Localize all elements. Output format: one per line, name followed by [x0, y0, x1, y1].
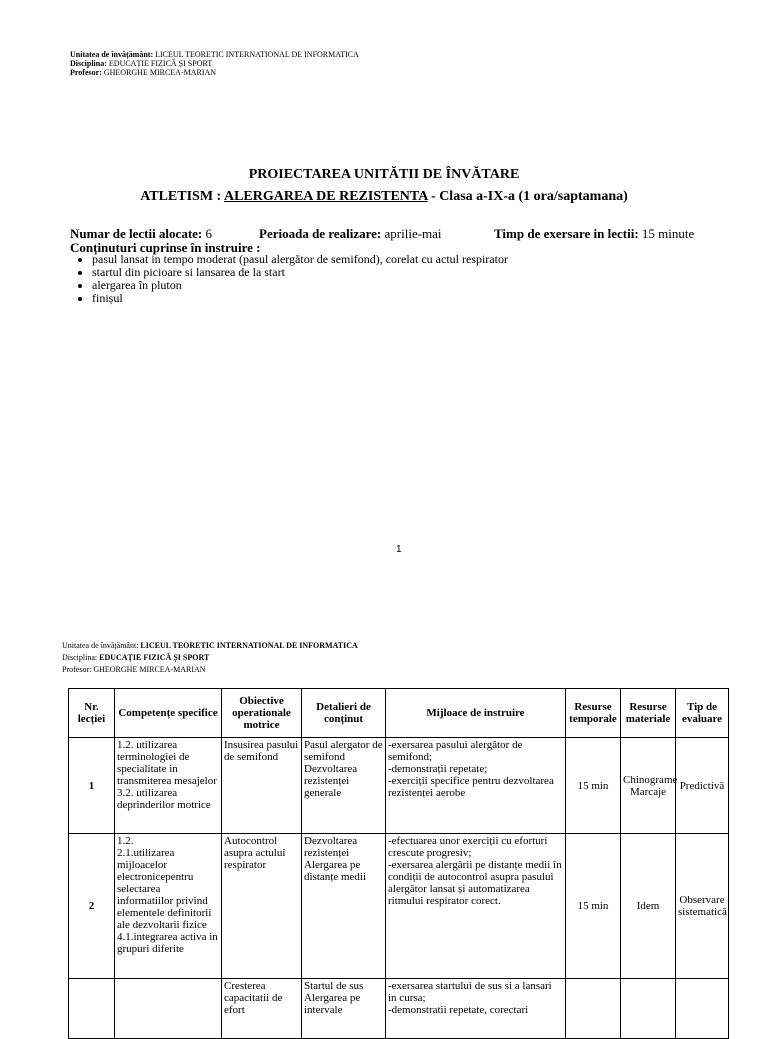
header-nr: Nr. lecției	[69, 689, 115, 738]
unit-line: Unitatea de învățământ: LICEUL TEORETIC INTERNATIONAL DE INFORMATICA	[70, 50, 359, 59]
discipline-line: Disciplina: EDUCAȚIE FIZICĂ ȘI SPORT	[70, 59, 213, 68]
period: Perioada de realizare: aprilie-mai	[259, 226, 442, 241]
table-row	[69, 738, 729, 834]
contents-label: Conținuturi cuprinse în instruire :	[70, 240, 261, 255]
topics-list	[70, 253, 508, 305]
cell-evaluare: Predictivă	[676, 738, 729, 834]
cell-obiective: Insusirea pasului de semifond	[222, 738, 302, 834]
cell-temporale: 15 min	[566, 738, 621, 834]
cell-nr	[69, 979, 115, 1039]
cell-materiale	[621, 979, 676, 1039]
cell-evaluare: Observare sistematică	[676, 834, 729, 979]
page2-header	[62, 640, 358, 676]
header-temporale: Resurse temporale	[566, 689, 621, 738]
cell-temporale: 15 min	[566, 834, 621, 979]
cell-evaluare	[676, 979, 729, 1039]
cell-mijloace: -exersarea pasului alergător de semifond; -demonstrații repetate; -exerciții specifice pentru dezvoltarea rezistenței aerobe	[386, 738, 566, 834]
cell-competente: 1.2. 2.1.utilizarea mijloacelor electronicepentru selectarea informatiilor privind elementele definitorii ale dezvoltarii fizice 4.1.integrarea activa in grupuri diferite	[115, 834, 222, 979]
cell-materiale: Idem	[621, 834, 676, 979]
page-number: 1	[396, 544, 402, 555]
cell-detalieri: Dezvoltarea rezistenței Alergarea pe distanțe medii	[302, 834, 386, 979]
header-mijloace: Mijloace de instruire	[386, 689, 566, 738]
teacher-line: Profesor: GHEORGHE MIRCEA-MARIAN	[62, 665, 206, 674]
list-item: • alergarea în pluton	[92, 279, 508, 292]
lessons-count: Numar de lectii alocate: 6	[70, 226, 212, 241]
header-materiale: Resurse materiale	[621, 689, 676, 738]
document-title: PROIECTAREA UNITĂTII DE ÎNVĂTARE	[248, 167, 520, 182]
table-header-row	[69, 689, 729, 738]
lesson-plan-table	[68, 688, 729, 1039]
table-row	[69, 834, 729, 979]
exercise-time: Timp de exersare in lectii: 15 minute	[494, 226, 695, 241]
unit-line: Unitatea de învățământ: LICEUL TEORETIC INTERNATIONAL DE INFORMATICA	[62, 641, 358, 650]
list-item: • finișul	[92, 292, 508, 305]
cell-mijloace: -efectuarea unor exerciții cu eforturi crescute progresiv; -exersarea alergării pe distanțe medii în condiții de autocontrol asupra pasului alergător lansat și automatizarea ritmului respirator corect.	[386, 834, 566, 979]
cell-materiale: Chinograme Marcaje	[621, 738, 676, 834]
document-subtitle: ATLETISM : ALERGAREA DE REZISTENTA - Clasa a-IX-a (1 ora/saptamana)	[140, 189, 628, 204]
list-item: • pasul lansat in tempo moderat (pasul alergător de semifond), corelat cu actul respirator	[92, 253, 508, 266]
cell-obiective: Autocontrol asupra actului respirator	[222, 834, 302, 979]
cell-detalieri: Pasul alergator de semifond Dezvoltarea rezistenței generale	[302, 738, 386, 834]
cell-competente	[115, 979, 222, 1039]
teacher-line: Profesor: GHEORGHE MIRCEA-MARIAN	[70, 68, 217, 77]
discipline-line: Disciplina: EDUCAȚIE FIZICĂ ȘI SPORT	[62, 653, 210, 662]
header-evaluare: Tip de evaluare	[676, 689, 729, 738]
header-obiective: Obiective operationale motrice	[222, 689, 302, 738]
header-detalieri: Detalieri de conținut	[302, 689, 386, 738]
cell-nr: 1	[69, 738, 115, 834]
cell-detalieri: Startul de sus Alergarea pe intervale	[302, 979, 386, 1039]
cell-temporale	[566, 979, 621, 1039]
page1-header	[70, 50, 359, 77]
cell-competente: 1.2. utilizarea terminologiei de specialitate in transmiterea mesajelor 3.2. utilizarea deprinderilor motrice	[115, 738, 222, 834]
header-competente: Competențe specifice	[115, 689, 222, 738]
cell-mijloace: -exersarea startului de sus si a lansari in cursa; -demonstratii repetate, corectari	[386, 979, 566, 1039]
list-item: • startul din picioare si lansarea de la start	[92, 266, 508, 279]
cell-obiective: Cresterea capacitatii de efort	[222, 979, 302, 1039]
cell-nr: 2	[69, 834, 115, 979]
table-row	[69, 979, 729, 1039]
